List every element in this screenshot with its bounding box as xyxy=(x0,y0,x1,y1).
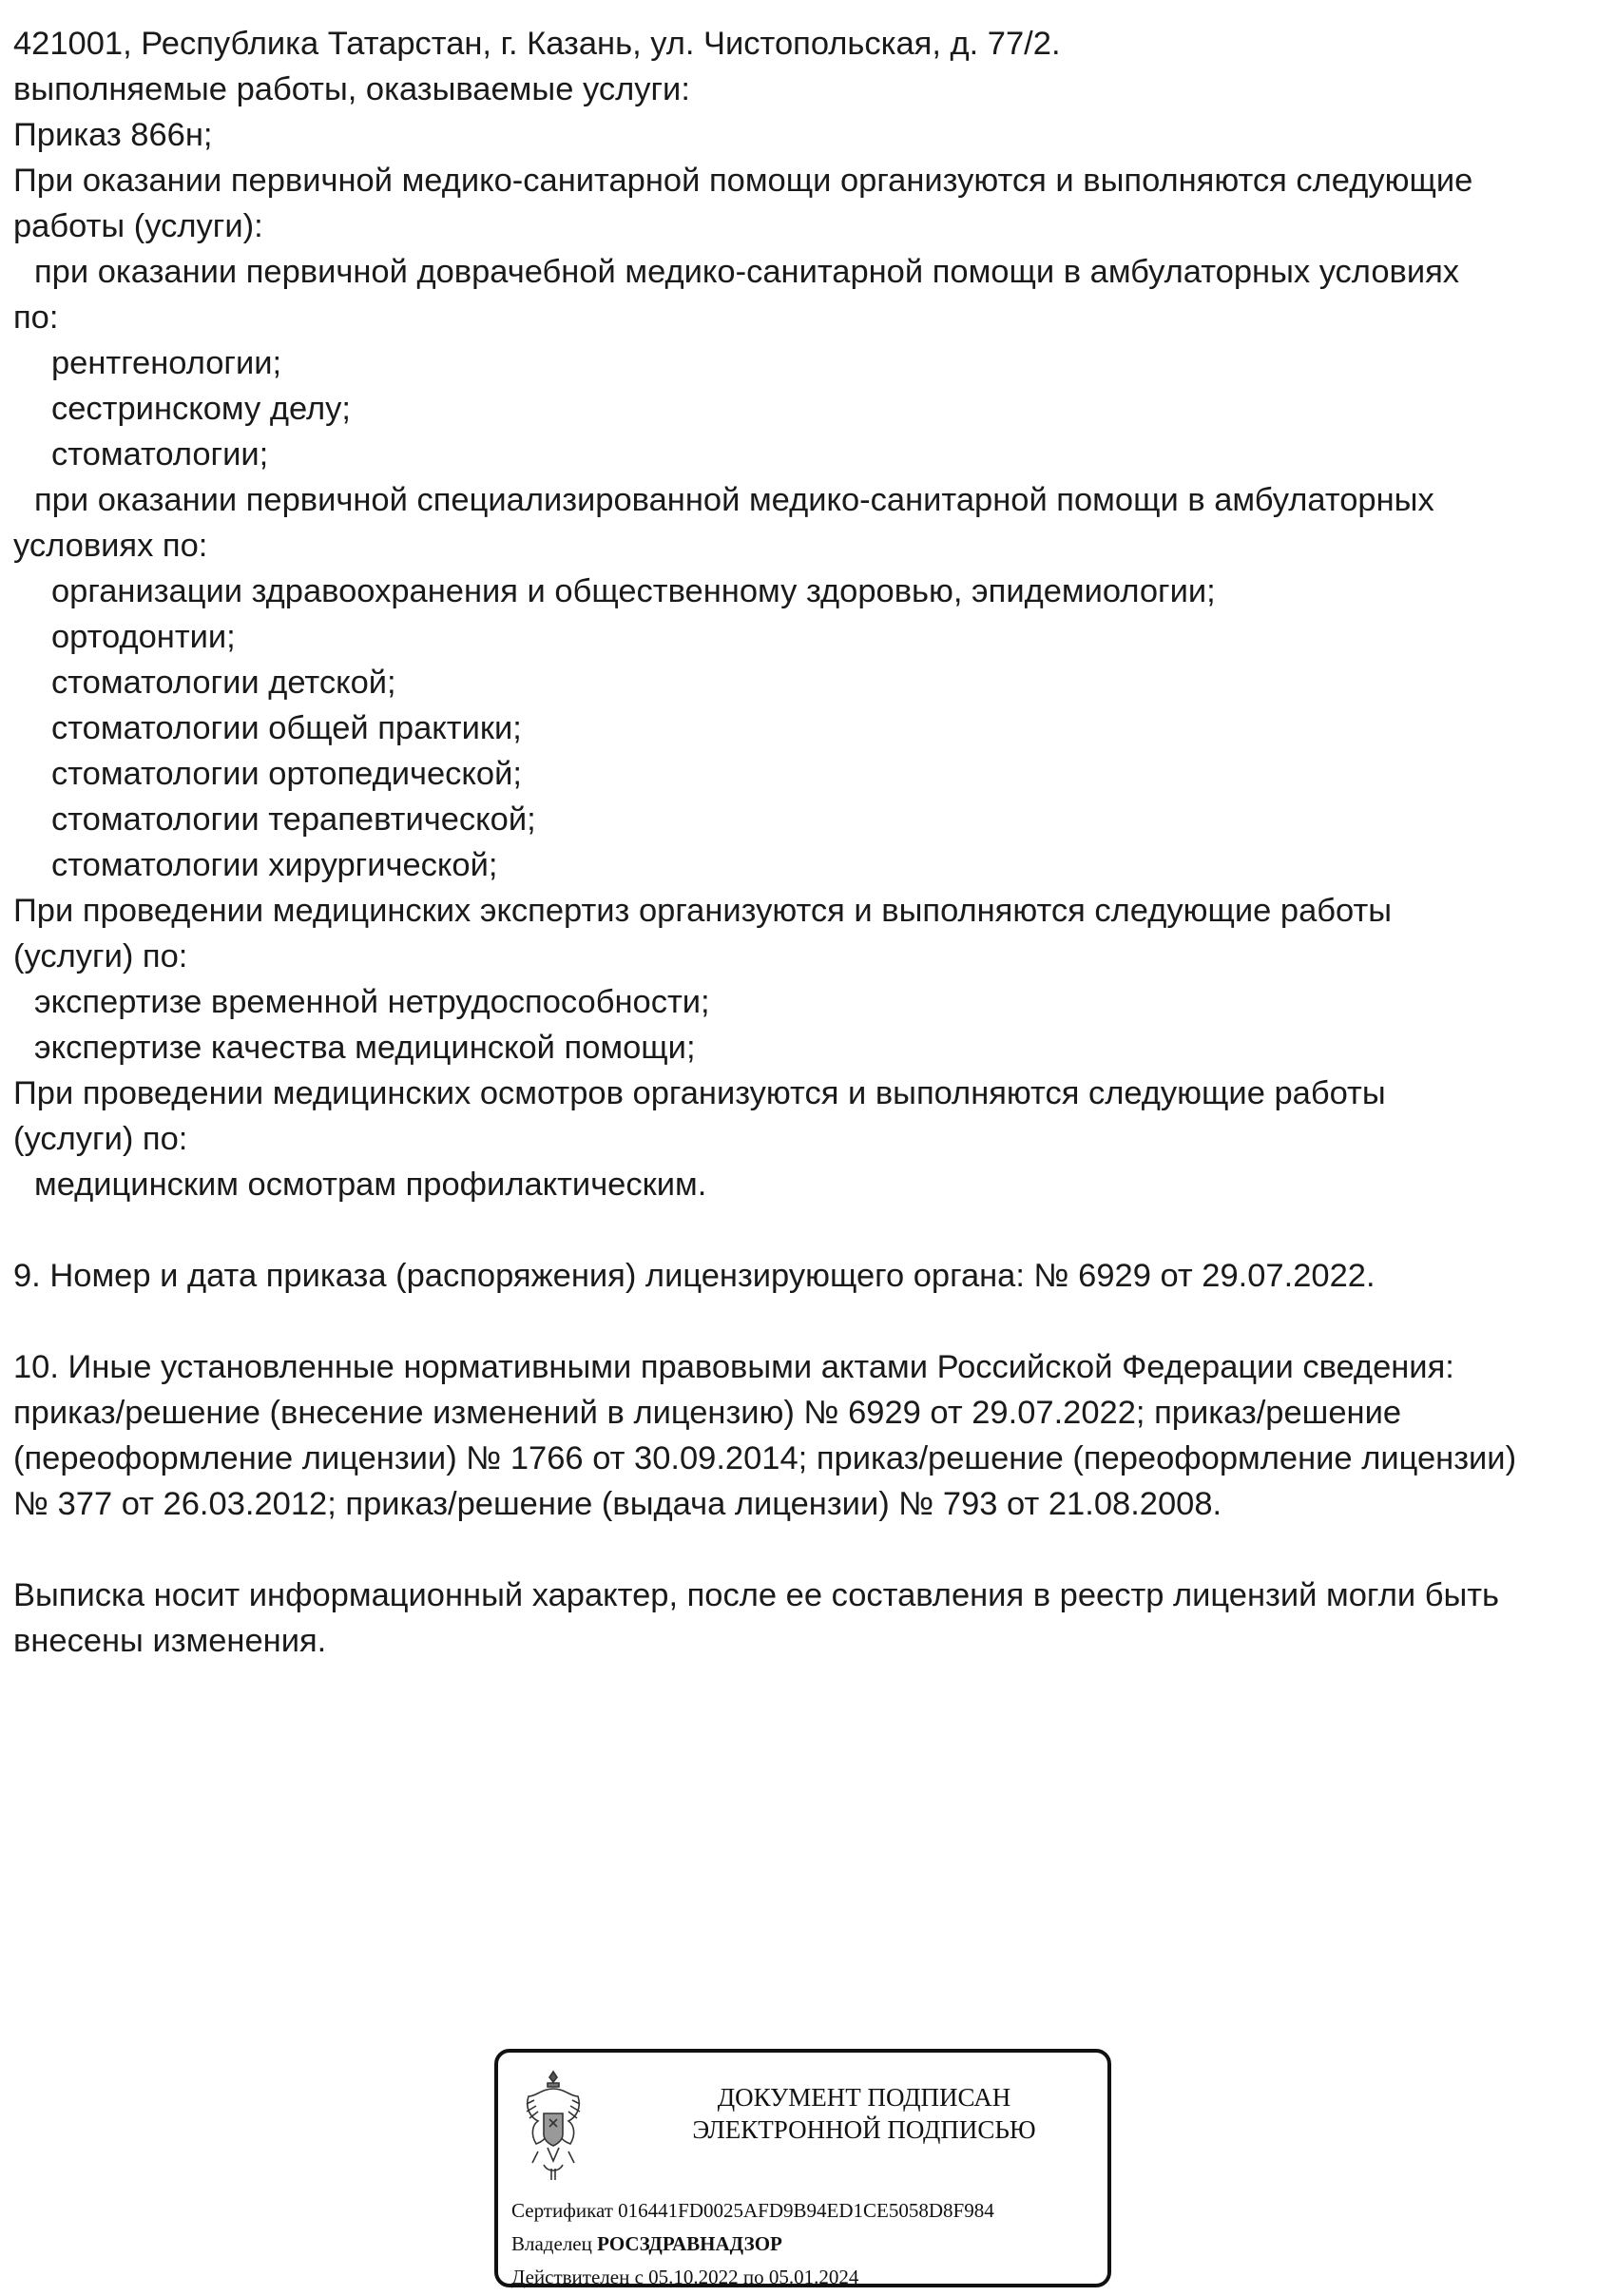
document-line: Выписка носит информационный характер, после ее составления в реестр лицензий могли быть xyxy=(13,1577,1500,1613)
document-line: стоматологии детской; xyxy=(51,665,396,701)
coat-of-arms-icon xyxy=(515,2064,591,2188)
certificate-label: Сертификат xyxy=(511,2199,613,2222)
document-body xyxy=(13,21,1582,1664)
stamp-title-line-1: ДОКУМЕНТ ПОДПИСАН xyxy=(717,2083,1011,2112)
document-line: 9. Номер и дата приказа (распоряжения) лицензирующего органа: № 6929 от 29.07.2022. xyxy=(13,1258,1376,1294)
document-line: 421001, Республика Татарстан, г. Казань, ул. Чистопольская, д. 77/2. xyxy=(13,26,1061,62)
valid-value: с 05.10.2022 по 05.01.2024 xyxy=(634,2266,859,2288)
document-line: Приказ 866н; xyxy=(13,117,213,153)
document-line: экспертизе качества медицинской помощи; xyxy=(34,1030,696,1066)
document-line: стоматологии ортопедической; xyxy=(51,756,522,792)
document-line: При проведении медицинских экспертиз организуются и выполняются следующие работы xyxy=(13,893,1393,929)
document-line: При оказании первичной медико-санитарной помощи организуются и выполняются следующие xyxy=(13,163,1473,199)
certificate-value: 016441FD0025AFD9B94ED1CE5058D8F984 xyxy=(618,2199,994,2222)
document-line: сестринскому делу; xyxy=(51,391,351,427)
document-line: стоматологии хирургической; xyxy=(51,847,498,883)
stamp-title-line-2: ЭЛЕКТРОННОЙ ПОДПИСЬЮ xyxy=(692,2115,1036,2144)
document-line: по: xyxy=(13,299,59,336)
stamp-certificate xyxy=(511,2198,994,2223)
document-line: (переоформление лицензии) № 1766 от 30.09.2014; приказ/решение (переоформление лицензии) xyxy=(13,1440,1517,1476)
document-line: медицинским осмотрам профилактическим. xyxy=(34,1167,707,1203)
blank-line xyxy=(13,1527,1582,1572)
owner-value: РОСЗДРАВНАДЗОР xyxy=(597,2232,782,2255)
owner-label: Владелец xyxy=(511,2232,592,2255)
stamp-title xyxy=(631,2081,1097,2146)
blank-line xyxy=(13,1207,1582,1253)
electronic-signature-stamp xyxy=(494,2049,1111,2287)
document-line: ортодонтии; xyxy=(51,619,236,655)
document-line: при оказании первичной доврачебной медико-санитарной помощи в амбулаторных условиях xyxy=(34,254,1460,290)
document-line: внесены изменения. xyxy=(13,1623,327,1659)
document-line: (услуги) по: xyxy=(13,938,188,974)
document-line: стоматологии; xyxy=(51,436,269,473)
document-line: экспертизе временной нетрудоспособности; xyxy=(34,984,710,1020)
document-line: приказ/решение (внесение изменений в лицензию) № 6929 от 29.07.2022; приказ/решение xyxy=(13,1395,1402,1431)
document-line: выполняемые работы, оказываемые услуги: xyxy=(13,71,690,107)
document-line: (услуги) по: xyxy=(13,1121,188,1157)
document-line: № 377 от 26.03.2012; приказ/решение (выдача лицензии) № 793 от 21.08.2008. xyxy=(13,1486,1222,1522)
document-line: При проведении медицинских осмотров организуются и выполняются следующие работы xyxy=(13,1075,1386,1111)
blank-line xyxy=(13,1299,1582,1344)
document-line: организации здравоохранения и общественному здоровью, эпидемиологии; xyxy=(51,573,1216,609)
stamp-validity xyxy=(511,2265,858,2289)
document-line: 10. Иные установленные нормативными правовыми актами Российской Федерации сведения: xyxy=(13,1349,1454,1385)
document-line: рентгенологии; xyxy=(51,345,282,381)
document-line: условиях по: xyxy=(13,528,208,564)
document-line: работы (услуги): xyxy=(13,208,263,244)
document-line: стоматологии общей практики; xyxy=(51,710,522,746)
valid-label: Действителен xyxy=(511,2266,630,2288)
stamp-owner xyxy=(511,2231,782,2256)
document-line: при оказании первичной специализированной медико-санитарной помощи в амбулаторных xyxy=(34,482,1434,518)
document-line: стоматологии терапевтической; xyxy=(51,801,536,838)
